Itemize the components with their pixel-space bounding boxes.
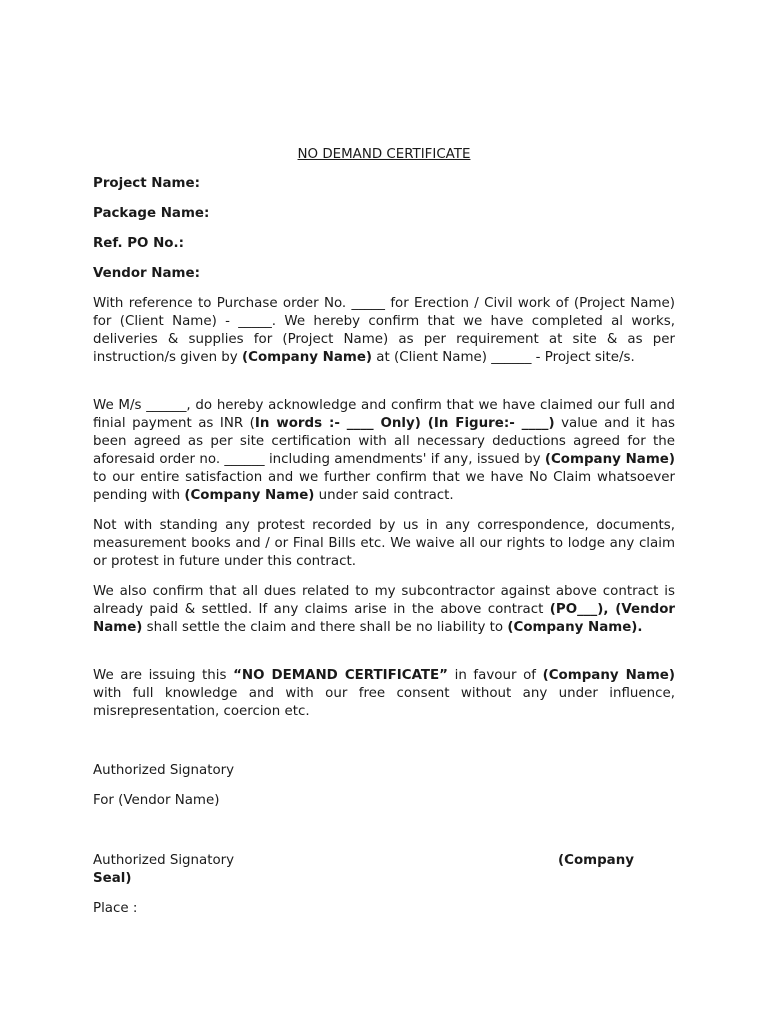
p5-certificate-name: “NO DEMAND CERTIFICATE” (233, 668, 448, 683)
company-seal-label: (Company (558, 853, 634, 868)
project-name-label: Project Name: (93, 176, 200, 191)
p4-po-vendor: (PO___), (Vendor Name) (93, 602, 675, 635)
p2-amount-words: In words :- ____ Only) (In Figure:- ____) (254, 416, 555, 431)
document-title: NO DEMAND CERTIFICATE (297, 147, 471, 162)
p2-company-name-1: (Company Name) (544, 452, 675, 467)
p5-text-e: with full knowledge and with our free consent without any under influence, misrepresentation, coercion etc. (93, 686, 675, 719)
authorized-signatory-1: Authorized Signatory (93, 763, 235, 778)
company-seal-label-cont: Seal) (93, 871, 132, 886)
paragraph-purchase-order (93, 295, 675, 367)
p2-text-e: to our entire satisfaction and we further confirm that we have No Claim whatsoever pending with (93, 470, 675, 503)
p5-text-a: We are issuing this (93, 668, 234, 683)
p2-text-a: We M/s ______, do hereby acknowledge and confirm that we have claimed our full and finial payment as INR ( (93, 398, 675, 431)
package-name-label: Package Name: (93, 206, 210, 221)
p4-text-c: shall settle the claim and there shall be no liability to (142, 620, 508, 635)
paragraph-subcontractor-dues (93, 583, 675, 637)
p2-text-c: value and it has been agreed as per site certification with all necessary deductions agreed for the aforesaid order no. ______ including amendments' if any, issued by (93, 416, 676, 467)
p1-company-name: (Company Name) (242, 350, 373, 365)
ref-po-label: Ref. PO No.: (93, 236, 184, 251)
place-label: Place : (93, 901, 138, 916)
vendor-name-label: Vendor Name: (93, 266, 200, 281)
p4-company-name: (Company Name). (507, 620, 643, 635)
p2-text-g: under said contract. (314, 488, 454, 503)
paragraph-payment-acknowledgement (93, 397, 675, 505)
p4-text-a: We also confirm that all dues related to my subcontractor against above contract is already paid & settled. If any claims arise in the above contract (93, 584, 675, 617)
p1-text-a: With reference to Purchase order No. _____ for Erection / Civil work of (Project Name) for (Client Name) - _____. We hereby confirm that we have completed al works, deliveries & supplies for (Project Name) as per requirement at site & as per instruction/s given by (93, 296, 675, 365)
paragraph-issuance (93, 667, 675, 721)
for-vendor-name: For (Vendor Name) (93, 793, 220, 808)
p5-company-name: (Company Name) (542, 668, 675, 683)
p5-text-c: in favour of (447, 668, 543, 683)
p1-text-c: at (Client Name) ______ - Project site/s. (372, 350, 635, 365)
authorized-signatory-2: Authorized Signatory (93, 853, 235, 868)
paragraph-waiver: Not with standing any protest recorded by us in any correspondence, documents, measurement books and / or Final Bills etc. We waive all our rights to lodge any claim or protest in future under this contract. (93, 518, 675, 569)
p2-company-name-2: (Company Name) (184, 488, 315, 503)
